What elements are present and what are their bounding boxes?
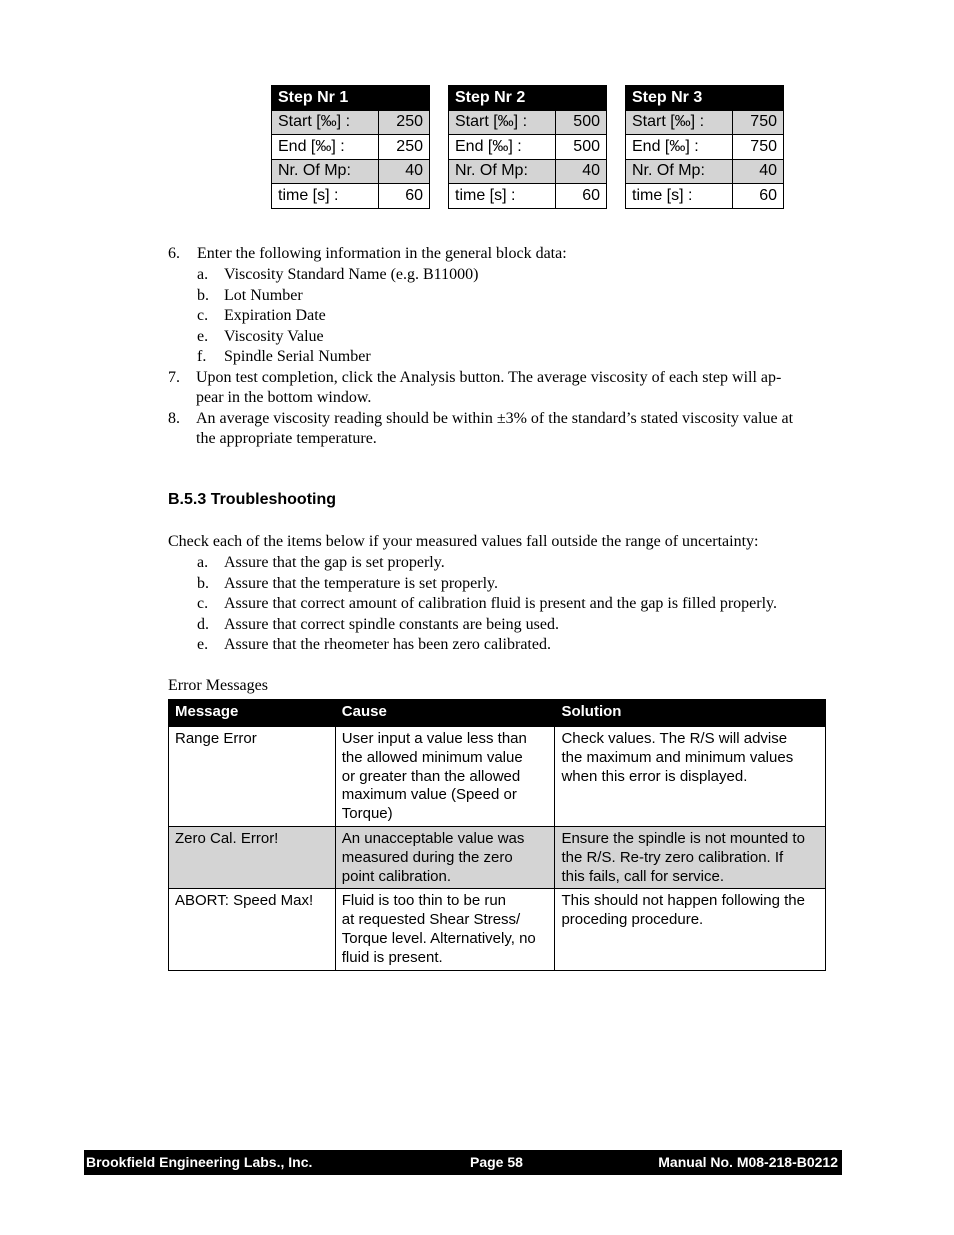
check-letter: e. [197, 636, 209, 653]
instruction-7 [168, 368, 782, 406]
list-text: An average viscosity reading should be within ±3% of the standard’s stated viscosity value at [196, 410, 794, 427]
error-solution [555, 826, 826, 888]
table-header-row [169, 700, 826, 727]
step-label: Nr. Of Mp: [449, 159, 556, 184]
cause-line: Fluid is too thin to be run [341, 892, 507, 910]
column-header: Solution [555, 700, 826, 727]
sub-text: Spindle Serial Number [224, 348, 371, 365]
check-letter: a. [197, 554, 209, 571]
step-label: Start [‰] : [272, 110, 379, 135]
step-value: 40 [379, 159, 430, 184]
section-heading: B.5.3 Troubleshooting [168, 491, 337, 508]
error-solution [555, 889, 826, 970]
step-table-1 [271, 85, 430, 209]
error-message: Zero Cal. Error! [169, 826, 336, 888]
sub-text: Viscosity Standard Name (e.g. B11000) [224, 266, 479, 283]
solution-line: This should not happen following the [561, 892, 805, 910]
cause-line: the allowed minimum value [341, 748, 523, 766]
check-letter: d. [197, 615, 209, 633]
list-number: 6. [168, 245, 180, 262]
step-value: 60 [556, 184, 607, 209]
step-label: Start [‰] : [626, 110, 733, 135]
cause-line: maximum value (Speed or [341, 786, 517, 804]
cause-line: measured during the zero [341, 848, 513, 866]
step-value: 40 [556, 159, 607, 184]
sub-letter: b. [197, 286, 209, 304]
list-text-continued: the appropriate temperature. [196, 430, 377, 447]
step-value: 250 [379, 110, 430, 135]
step-value: 250 [379, 135, 430, 160]
instruction-8 [168, 409, 794, 447]
error-cause [335, 889, 555, 970]
table-row [169, 889, 826, 970]
step-title: Step Nr 1 [272, 86, 430, 111]
solution-line: the R/S. Re-try zero calibration. If [561, 848, 784, 866]
check-text: Assure that correct amount of calibration fluid is present and the gap is filled properly. [224, 595, 778, 612]
sub-letter: e. [197, 327, 209, 345]
sub-letter: f. [197, 348, 207, 365]
step-value: 500 [556, 110, 607, 135]
check-item [197, 553, 445, 574]
footer-company: Brookfield Engineering Labs., Inc. [86, 1154, 313, 1170]
error-message: Range Error [169, 727, 336, 827]
check-text: Assure that the gap is set properly. [224, 554, 445, 571]
error-solution [555, 727, 826, 827]
check-text: Assure that the rheometer has been zero calibrated. [224, 636, 551, 653]
sub-letter: a. [197, 266, 209, 283]
error-messages-table [168, 699, 826, 971]
footer-manual-number: Manual No. M08-218-B0212 [658, 1154, 838, 1170]
solution-line: Check values. The R/S will advise [561, 730, 788, 747]
step-value: 500 [556, 135, 607, 160]
step-value: 750 [733, 135, 784, 160]
list-text: Upon test completion, click the Analysis button. The average viscosity of each step will ap- [196, 369, 782, 386]
column-header: Message [169, 700, 336, 727]
step-label: time [s] : [626, 184, 733, 209]
sub-item [197, 347, 371, 368]
check-text: Assure that correct spindle constants are being used. [224, 615, 560, 633]
cause-line: An unacceptable value was [341, 829, 525, 847]
step-label: Nr. Of Mp: [626, 159, 733, 184]
sub-text: Expiration Date [224, 307, 326, 324]
error-message: ABORT: Speed Max! [169, 889, 336, 970]
sub-text: Viscosity Value [224, 327, 324, 345]
list-text: Enter the following information in the general block data: [197, 245, 567, 262]
check-text: Assure that the temperature is set properly. [224, 574, 498, 592]
list-number: 8. [168, 410, 180, 427]
error-cause [335, 727, 555, 827]
step-label: End [‰] : [626, 135, 733, 160]
list-number: 7. [168, 369, 180, 386]
sub-letter: c. [197, 307, 209, 324]
instruction-6 [168, 244, 567, 265]
step-value: 750 [733, 110, 784, 135]
troubleshooting-intro: Check each of the items below if your measured values fall outside the range of uncertainty: [168, 533, 759, 550]
solution-line: this fails, call for service. [561, 867, 724, 885]
step-value: 60 [733, 184, 784, 209]
check-item [197, 594, 778, 615]
cause-line: User input a value less than [341, 730, 527, 747]
step-title: Step Nr 2 [449, 86, 607, 111]
step-label: time [s] : [272, 184, 379, 209]
table-row [169, 826, 826, 888]
solution-line: the maximum and minimum values [561, 748, 794, 766]
cause-line: at requested Shear Stress/ [341, 911, 521, 929]
check-item [197, 574, 498, 595]
solution-line: proceding procedure. [561, 911, 704, 929]
sub-item [197, 286, 303, 307]
solution-line: Ensure the spindle is not mounted to [561, 829, 805, 847]
step-label: Start [‰] : [449, 110, 556, 135]
step-label: time [s] : [449, 184, 556, 209]
step-value: 60 [379, 184, 430, 209]
table-row [169, 727, 826, 827]
step-label: Nr. Of Mp: [272, 159, 379, 184]
check-letter: b. [197, 574, 209, 592]
sub-item [197, 265, 479, 286]
table-caption: Error Messages [168, 677, 268, 694]
list-text-continued: pear in the bottom window. [196, 389, 372, 406]
check-item [197, 635, 551, 656]
check-item [197, 615, 560, 636]
step-value: 40 [733, 159, 784, 184]
cause-line: or greater than the allowed [341, 767, 521, 785]
footer-page-number: Page 58 [470, 1154, 523, 1170]
sub-item [197, 327, 324, 348]
cause-line: point calibration. [341, 867, 451, 885]
error-cause [335, 826, 555, 888]
cause-line: fluid is present. [341, 948, 443, 966]
step-label: End [‰] : [449, 135, 556, 160]
cause-line: Torque) [341, 805, 393, 823]
cause-line: Torque level. Alternatively, no [341, 929, 536, 947]
page-footer [84, 1150, 842, 1175]
step-table-2 [448, 85, 607, 209]
solution-line: when this error is displayed. [561, 767, 748, 785]
sub-text: Lot Number [224, 286, 303, 304]
sub-item [197, 306, 326, 327]
step-table-3 [625, 85, 784, 209]
column-header: Cause [335, 700, 555, 727]
step-label: End [‰] : [272, 135, 379, 160]
check-letter: c. [197, 595, 209, 612]
step-title: Step Nr 3 [626, 86, 784, 111]
